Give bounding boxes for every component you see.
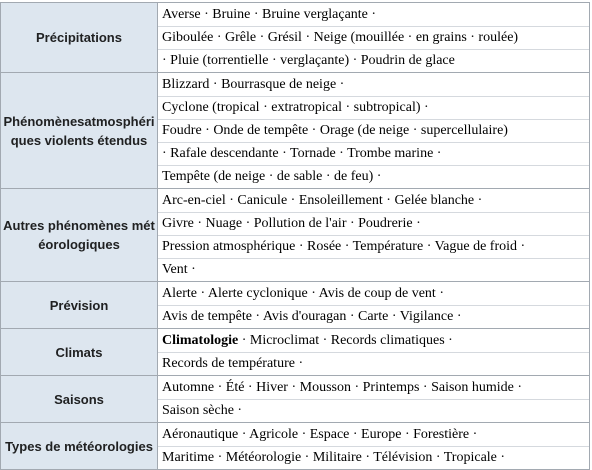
meteorology-navbox [0,2,590,470]
group-row-forecast [1,282,590,329]
group-list [158,376,590,423]
group-row-meteorology-types [1,423,590,470]
group-title: Autres phénomènes météorologiques [1,189,158,282]
list-line[interactable]: Averse · Bruine · Bruine verglaçante · [158,3,589,26]
group-title: Prévision [1,282,158,329]
list-line[interactable]: Alerte · Alerte cyclonique · Avis de coup de vent · [158,282,589,305]
group-row-climates [1,329,590,376]
list-line[interactable]: Giboulée · Grêle · Grésil · Neige (mouillée · en grains · roulée) [158,26,589,49]
group-list [158,329,590,376]
list-line[interactable]: Cyclone (tropical · extratropical · subtropical) · [158,96,589,119]
current-page-link: Climatologie [162,333,239,348]
list-line[interactable]: Pression atmosphérique · Rosée · Température · Vague de froid · [158,235,589,258]
group-list [158,423,590,470]
group-row-other-phenomena [1,189,590,282]
list-line[interactable]: Maritime · Météorologie · Militaire · Télévision · Tropicale · [158,446,589,469]
group-row-seasons [1,376,590,423]
group-list [158,282,590,329]
group-title: Phénomènesatmosphériques violents étendus [1,73,158,189]
list-line-rest[interactable]: · Microclimat · Records climatiques · [238,333,453,348]
group-list [158,73,590,189]
group-title: Climats [1,329,158,376]
group-list [158,3,590,73]
list-line[interactable]: Aéronautique · Agricole · Espace · Europe · Forestière · [158,423,589,446]
list-line[interactable]: · Rafale descendante · Tornade · Trombe marine · [158,142,589,165]
list-line[interactable]: Automne · Été · Hiver · Mousson · Printemps · Saison humide · [158,376,589,399]
list-line[interactable]: Records de température · [158,352,589,375]
list-line[interactable]: Saison sèche · [158,399,589,422]
list-line[interactable]: Vent · [158,258,589,281]
group-title: Saisons [1,376,158,423]
list-line[interactable]: · Pluie (torrentielle · verglaçante) · Poudrin de glace [158,49,589,72]
list-line[interactable]: Arc-en-ciel · Canicule · Ensoleillement · Gelée blanche · [158,189,589,212]
list-line[interactable]: Foudre · Onde de tempête · Orage (de neige · supercellulaire) [158,119,589,142]
group-list [158,189,590,282]
list-line[interactable]: Avis de tempête · Avis d'ouragan · Carte · Vigilance · [158,305,589,328]
list-line[interactable]: Tempête (de neige · de sable · de feu) · [158,165,589,188]
group-row-violent-phenomena [1,73,590,189]
group-title: Précipitations [1,3,158,73]
list-line[interactable]: Blizzard · Bourrasque de neige · [158,73,589,96]
list-line[interactable]: Givre · Nuage · Pollution de l'air · Poudrerie · [158,212,589,235]
group-row-precipitations [1,3,590,73]
group-title: Types de météorologies [1,423,158,470]
list-line[interactable] [158,329,589,352]
